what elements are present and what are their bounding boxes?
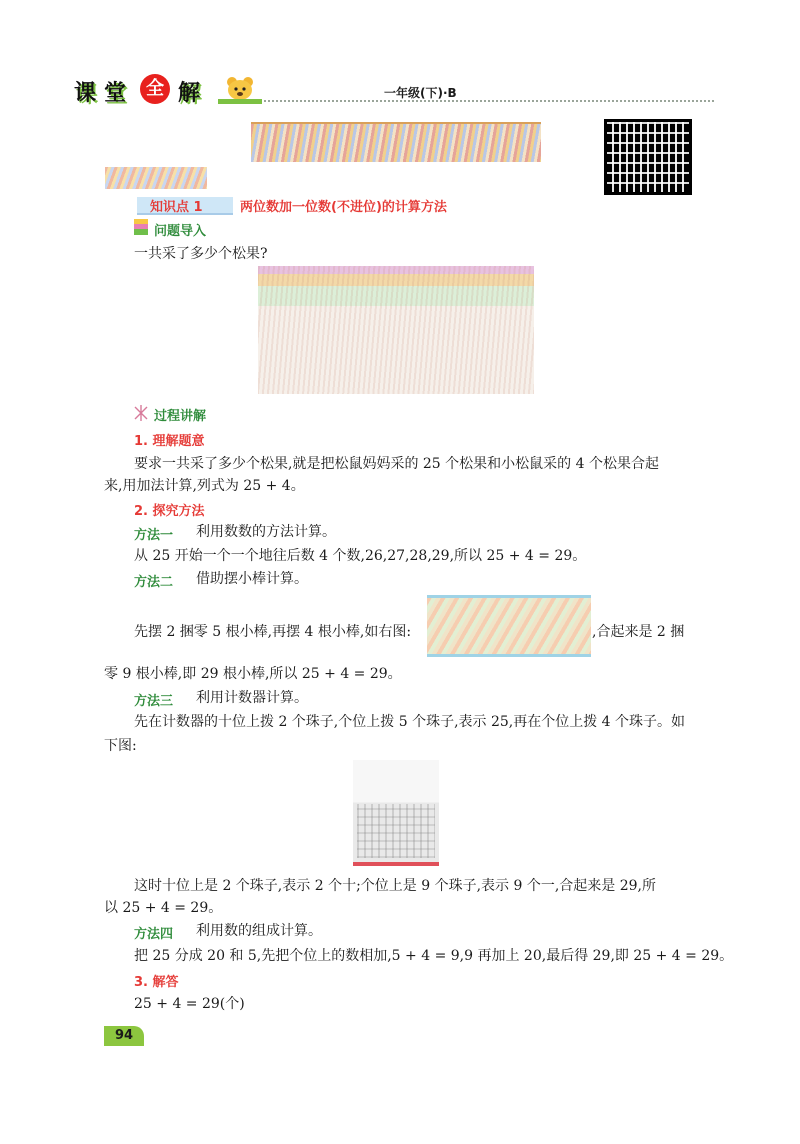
method4-label: 方法四 [134, 927, 174, 942]
step1-line1: 要求一共采了多少个松果,就是把松鼠妈妈采的 25 个松果和小松鼠采的 4 个松果合起 [134, 456, 659, 472]
book-logo [74, 74, 264, 104]
method3-desc: 利用计数器计算。 [196, 690, 308, 706]
method2-desc: 借助摆小棒计算。 [196, 571, 308, 587]
method3-line2: 下图: [104, 738, 137, 754]
intro-section-title: 问题导入 [154, 224, 207, 239]
header-divider [264, 100, 714, 102]
process-section-icon [134, 405, 148, 421]
method2-text-after: ,合起来是 2 捆 [592, 624, 685, 640]
abacus-beads [357, 804, 435, 858]
method3-line1: 先在计数器的十位上拨 2 个珠子,个位上拨 5 个珠子,表示 25,再在个位上拨 4 个珠子。如 [134, 714, 686, 730]
logo-char-jie: 解 [178, 81, 201, 106]
method2-line2: 零 9 根小棒,即 29 根小棒,所以 25 + 4 = 29。 [104, 666, 402, 682]
method3-after-line2: 以 25 + 4 = 29。 [104, 900, 223, 916]
step2-title: 2. 探究方法 [134, 504, 205, 519]
page-number: 94 [104, 1026, 144, 1046]
method3-label: 方法三 [134, 694, 174, 709]
process-section-title: 过程讲解 [154, 409, 207, 424]
lesson-banner-image [251, 122, 541, 162]
method1-text: 从 25 开始一个一个地往后数 4 个数,26,27,28,29,所以 25 + 4 = 29。 [134, 548, 587, 564]
method1-label: 方法一 [134, 528, 174, 543]
method2-label: 方法二 [134, 575, 174, 590]
method4-text: 把 25 分成 20 和 5,先把个位上的数相加,5 + 4 = 9,9 再加上 20,最后得 29,即 25 + 4 = 29。 [134, 948, 734, 964]
bear-mascot-icon [218, 74, 262, 104]
logo-char-quan: 全 [140, 74, 170, 104]
logo-char-tang: 堂 [104, 81, 127, 106]
squirrel-pinecone-illustration [258, 266, 534, 394]
method4-desc: 利用数的组成计算。 [196, 923, 322, 939]
step1-title: 1. 理解题意 [134, 434, 205, 449]
grade-label: 一年级(下)·B [384, 86, 457, 100]
step1-line2: 来,用加法计算,列式为 25 + 4。 [104, 478, 305, 494]
method2-text-before: 先摆 2 捆零 5 根小棒,再摆 4 根小棒,如右图: [134, 624, 412, 640]
section-ribbon-image [105, 167, 207, 189]
qr-code-image [604, 119, 692, 195]
intro-question: 一共采了多少个松果? [134, 246, 268, 262]
method1-desc: 利用数数的方法计算。 [196, 524, 336, 540]
intro-section-icon [134, 219, 148, 235]
knowledge-point-title: 两位数加一位数(不进位)的计算方法 [240, 200, 447, 215]
step3-title: 3. 解答 [134, 975, 179, 990]
knowledge-point-label: 知识点 1 [150, 200, 203, 215]
sticks-illustration [427, 595, 591, 657]
method3-after-line1: 这时十位上是 2 个珠子,表示 2 个十;个位上是 9 个珠子,表示 9 个一,合起来是 29,所 [134, 878, 657, 894]
logo-char-ke: 课 [74, 81, 97, 106]
step3-answer: 25 + 4 = 29(个) [134, 996, 245, 1012]
abacus-illustration [353, 760, 439, 866]
